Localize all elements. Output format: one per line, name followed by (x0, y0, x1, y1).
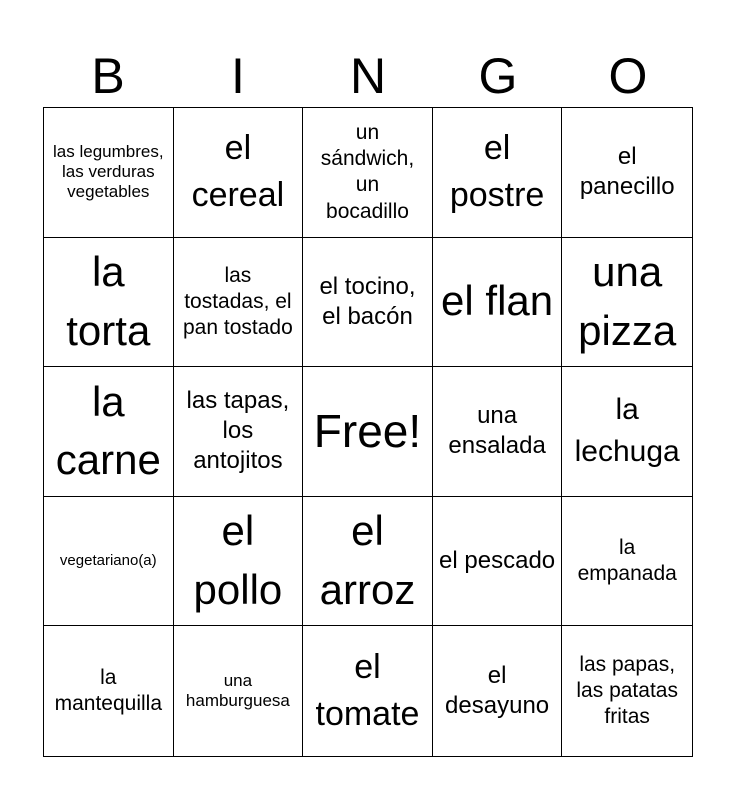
bingo-cell[interactable] (562, 108, 692, 238)
bingo-cell[interactable] (174, 497, 304, 627)
free-space[interactable] (303, 367, 433, 497)
cell-text: la lechuga (574, 393, 680, 469)
bingo-cell[interactable] (433, 497, 563, 627)
cell-text: una ensalada (448, 402, 546, 460)
cell-text: una pizza (578, 248, 677, 354)
bingo-cell[interactable] (174, 238, 304, 368)
cell-text: el tomate (315, 647, 420, 734)
bingo-cell[interactable] (562, 367, 692, 497)
cell-text: el cereal (191, 128, 285, 215)
cell-text: el arroz (319, 507, 416, 614)
bingo-cell[interactable] (562, 497, 692, 627)
cell-text: el flan (441, 277, 554, 325)
bingo-cell[interactable] (44, 497, 174, 627)
cell-text: la empanada (577, 535, 677, 586)
bingo-cell[interactable] (44, 626, 174, 756)
bingo-cell[interactable] (174, 108, 304, 238)
cell-text: el tocino, el bacón (319, 272, 416, 330)
cell-text: las legumbres, las verduras vegetables (53, 141, 164, 202)
bingo-cell[interactable] (303, 238, 433, 368)
cell-text: las tostadas, el pan tostado (183, 263, 293, 340)
bingo-cell[interactable] (433, 367, 563, 497)
free-space-label: Free! (313, 404, 422, 457)
cell-text: el panecillo (579, 143, 675, 201)
bingo-cell[interactable] (44, 238, 174, 368)
bingo-cell[interactable] (44, 367, 174, 497)
cell-text: las papas, las patatas fritas (576, 652, 678, 729)
bingo-cell[interactable] (174, 367, 304, 497)
bingo-cell[interactable] (433, 238, 563, 368)
bingo-header (43, 44, 693, 108)
bingo-cell[interactable] (303, 497, 433, 627)
cell-text: una hamburguesa (185, 670, 290, 711)
header-letter-b: B (91, 48, 125, 104)
cell-text: el pescado (439, 547, 556, 575)
cell-text: la carne (55, 377, 161, 484)
bingo-cell[interactable] (433, 626, 563, 756)
cell-text: las tapas, los antojitos (186, 387, 290, 475)
bingo-cell[interactable] (562, 238, 692, 368)
cell-text: el desayuno (445, 662, 550, 720)
cell-text: vegetariano(a) (59, 552, 157, 570)
cell-text: un sándwich, un bocadillo (320, 120, 415, 223)
bingo-cell[interactable] (303, 626, 433, 756)
bingo-cell[interactable] (562, 626, 692, 756)
header-letter-n: N (349, 48, 387, 104)
cell-text: el postre (449, 128, 545, 215)
bingo-cell[interactable] (433, 108, 563, 238)
header-letter-i: I (231, 48, 245, 104)
bingo-cell[interactable] (303, 108, 433, 238)
cell-text: el pollo (193, 507, 283, 614)
cell-text: la mantequilla (54, 665, 162, 716)
bingo-cell[interactable] (174, 626, 304, 756)
bingo-cell[interactable] (44, 108, 174, 238)
bingo-board (43, 107, 693, 757)
header-letter-g: G (478, 48, 518, 104)
cell-text: la torta (66, 248, 151, 354)
header-letter-o: O (608, 48, 648, 104)
